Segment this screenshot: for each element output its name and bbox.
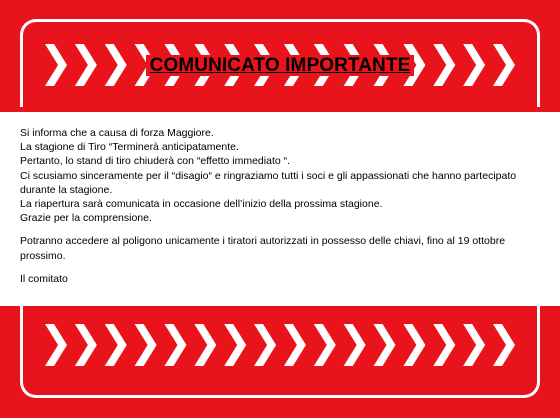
chevron-icon: [75, 324, 97, 366]
chevron-icon: [194, 324, 216, 366]
chevron-icon: [314, 324, 336, 366]
notice-title-text: COMUNICATO IMPORTANTE: [146, 55, 415, 76]
chevron-icon: [135, 324, 157, 366]
chevron-icon: [433, 324, 455, 366]
notice-line: Ci scusiamo sinceramente per il “disagio“ e ringraziamo tutti i soci e gli appassionati che hanno partecipato durante la stagione.: [20, 169, 517, 196]
notice-title: [0, 55, 560, 77]
bottom-chevron-panel: [20, 306, 540, 398]
notice-line: La riapertura sarà comunicata in occasione dell’inizio della prossima stagione.: [20, 198, 383, 211]
chevron-stripe-bottom: [23, 318, 537, 372]
notice-line: Si informa che a causa di forza Maggiore.: [20, 127, 214, 139]
access-note: Potranno accedere al poligono unicamente i tiratori autorizzati in possesso delle chiavi, fino al 19 ottobre prossimo.: [20, 235, 506, 262]
chevron-icon: [45, 324, 67, 366]
chevron-icon: [105, 324, 127, 366]
notice-body: [0, 112, 560, 306]
chevron-icon: [224, 324, 246, 366]
signature: Il comitato: [20, 272, 68, 285]
chevron-icon: [403, 324, 425, 366]
notice-line: Grazie per la comprensione.: [20, 212, 152, 225]
notice-line: La stagione di Tiro “Terminerà anticipatamente.: [20, 141, 239, 154]
chevron-icon: [164, 324, 186, 366]
chevron-icon: [374, 324, 396, 366]
chevron-icon: [493, 324, 515, 366]
chevron-icon: [463, 324, 485, 366]
notice-line: Pertanto, lo stand di tiro chiuderà con “effetto immediato “.: [20, 155, 291, 168]
chevron-icon: [344, 324, 366, 366]
chevron-icon: [254, 324, 276, 366]
chevron-icon: [284, 324, 306, 366]
